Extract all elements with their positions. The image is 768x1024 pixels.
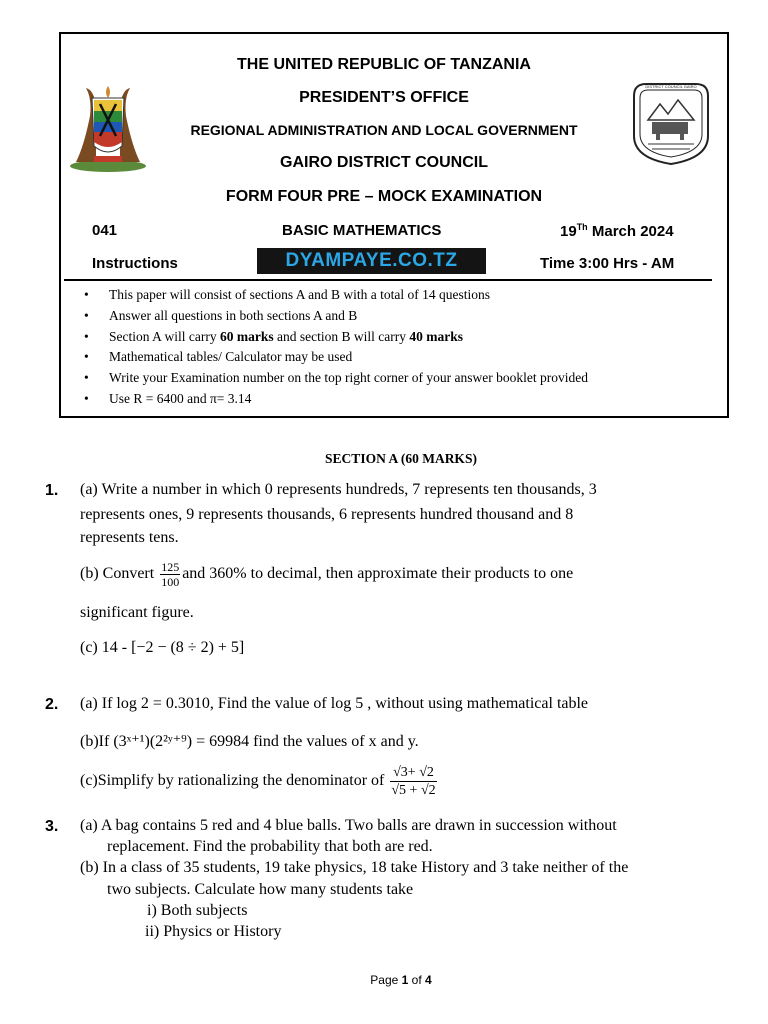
section-title: SECTION A (60 MARKS) <box>325 451 477 466</box>
instruction-marks-a: 60 marks <box>219 328 274 344</box>
question-line: (b) In a class of 35 students, 19 take physics, 18 take History and 3 take neither of the <box>80 859 629 876</box>
question-number: 1. <box>45 482 59 499</box>
fraction <box>390 764 436 799</box>
council-title: GAIRO DISTRICT COUNCIL <box>280 154 488 171</box>
question-line: represents tens. <box>80 529 179 546</box>
date-day: 19 <box>560 223 577 240</box>
exam-time: Time 3:00 Hrs - AM <box>540 255 675 272</box>
exam-title: FORM FOUR PRE – MOCK EXAMINATION <box>225 188 543 205</box>
sub-question: ii) Physics or History <box>145 923 282 940</box>
sub-question: i) Both subjects <box>147 902 248 919</box>
question-line: replacement. Find the probability that both are red. <box>107 838 433 855</box>
instruction-item <box>84 327 588 348</box>
question-line: (b)If (3ˣ⁺¹)(2²ʸ⁺⁹) = 69984 find the values of x and y. <box>80 733 419 750</box>
date-suffix: Th <box>576 222 588 232</box>
country-title: THE UNITED REPUBLIC OF TANZANIA <box>237 56 531 73</box>
question-line: (a) Write a number in which 0 represents hundreds, 7 represents ten thousands, 3 <box>80 481 597 498</box>
instruction-item: • Mathematical tables/ Calculator may be used <box>84 347 588 368</box>
fraction-numerator: √3+ √2 <box>393 765 434 780</box>
question-text: (b) Convert <box>80 565 159 583</box>
question-line: significant figure. <box>80 604 194 621</box>
subject-code: 041 <box>92 222 118 239</box>
fraction-denominator: 100 <box>161 575 180 589</box>
question-number: 3. <box>45 818 59 835</box>
question-number: 2. <box>45 696 59 713</box>
date-rest: March 2024 <box>587 223 674 240</box>
instruction-item: • Use R = 6400 and π= 3.14 <box>84 389 588 410</box>
header-divider <box>64 279 712 281</box>
instruction-item: • This paper will consist of sections A and B with a total of 14 questions <box>84 285 588 306</box>
question-line <box>80 560 573 589</box>
question-line <box>80 764 439 799</box>
question-line: two subjects. Calculate how many students take <box>107 881 414 898</box>
exam-date <box>560 222 674 240</box>
question-line: (c) 14 - [−2 − (8 ÷ 2) + 5] <box>80 639 245 656</box>
question-line: represents ones, 9 represents thousands, 6 represents hundred thousand and 8 <box>80 506 574 523</box>
question-line: (a) A bag contains 5 red and 4 blue balls. Two balls are drawn in succession without <box>80 817 617 834</box>
question-line: (a) If log 2 = 0.3010, Find the value of log 5 , without using mathematical table <box>80 695 589 712</box>
instructions-list <box>84 285 588 410</box>
instruction-item: • Write your Examination number on the top right corner of your answer booklet provided <box>84 368 588 389</box>
question-text: (c)Simplify by rationalizing the denominator of <box>80 772 389 790</box>
watermark-banner: DYAMPAYE.CO.TZ <box>257 248 486 274</box>
instructions-label: Instructions <box>92 255 178 272</box>
office-title: PRESIDENT’S OFFICE <box>299 89 469 106</box>
instruction-text: Section A will carry <box>109 328 220 344</box>
instruction-text: and section B will carry <box>273 328 410 344</box>
page-number: 1 <box>401 973 409 987</box>
page-total: 4 <box>425 973 432 987</box>
ministry-title: REGIONAL ADMINISTRATION AND LOCAL GOVERNMENT <box>190 122 578 138</box>
footer-text: Page <box>370 973 402 987</box>
fraction-numerator: 125 <box>161 560 180 574</box>
page-footer <box>0 973 768 987</box>
instruction-item: • Answer all questions in both sections A and B <box>84 306 588 327</box>
question-text: and 360% to decimal, then approximate their products to one <box>182 565 574 583</box>
fraction <box>160 560 180 589</box>
fraction-denominator: √5 + √2 <box>391 783 436 798</box>
subject-name: BASIC MATHEMATICS <box>282 222 442 239</box>
seal-text: DISTRICT COUNCIL GAIRO <box>645 84 697 89</box>
footer-text: of <box>408 973 426 987</box>
instruction-marks-b: 40 marks <box>409 328 463 344</box>
